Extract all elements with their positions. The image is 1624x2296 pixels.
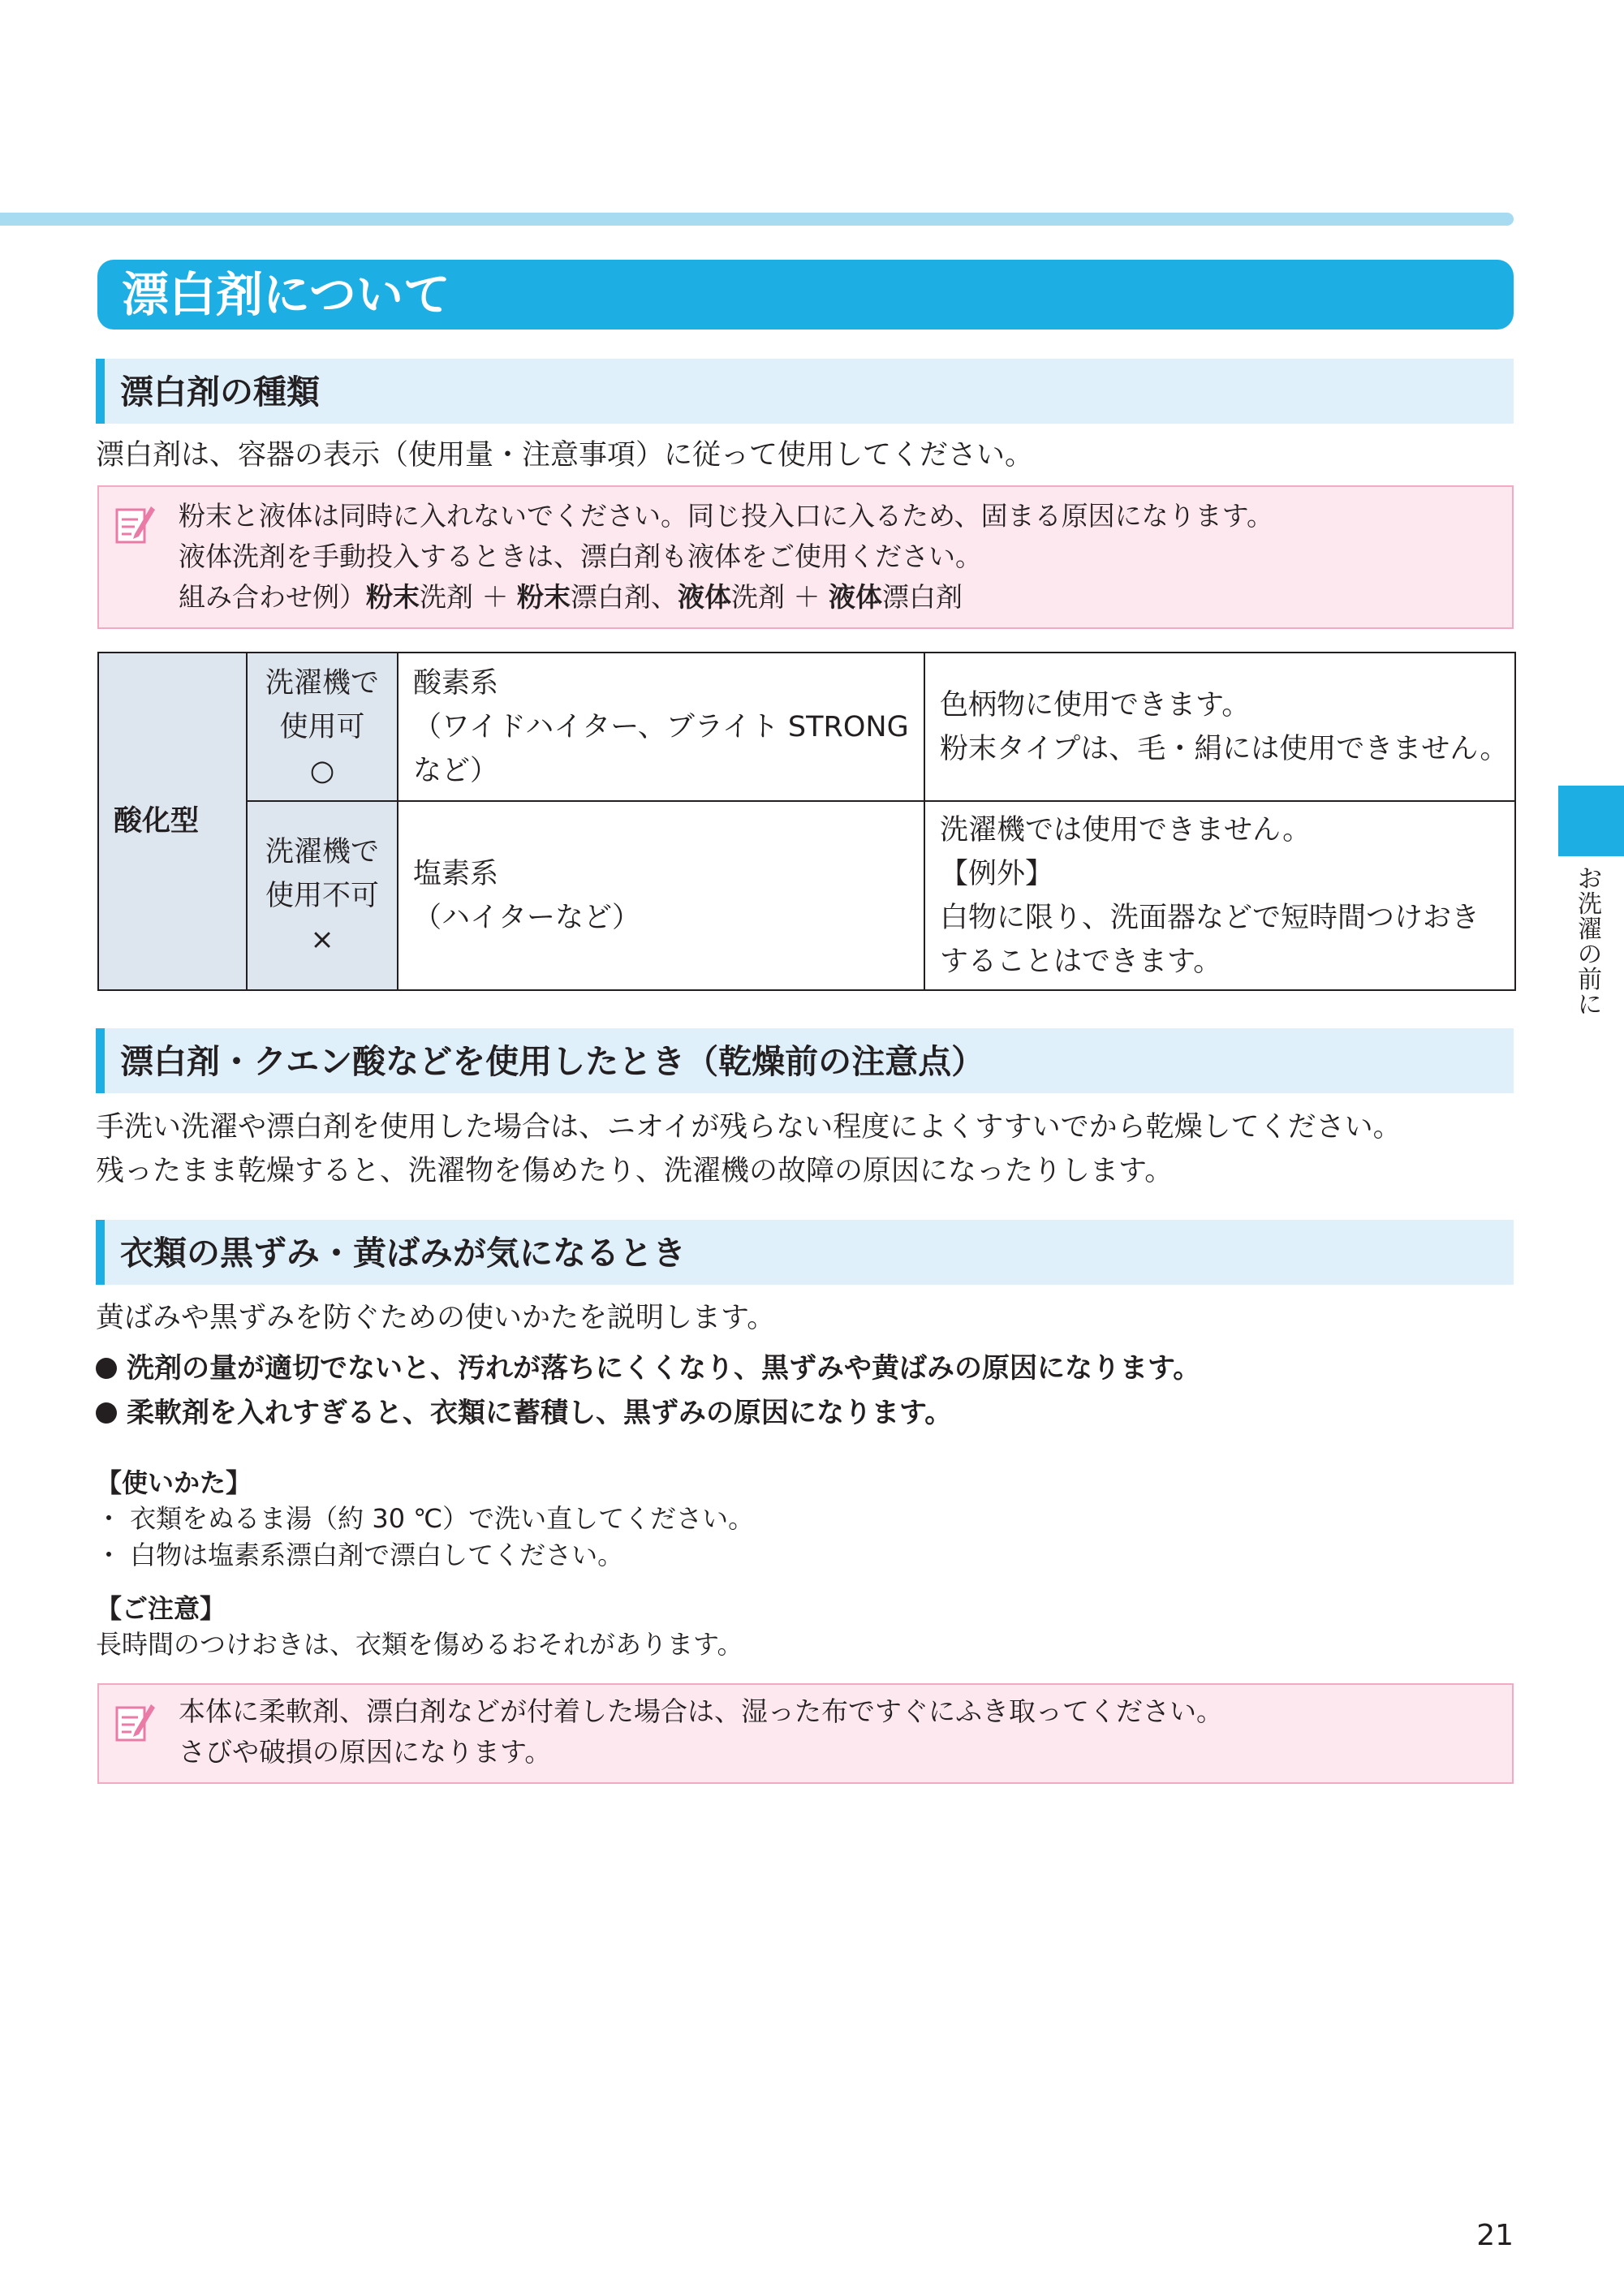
bullet-text: 柔軟剤を入れすぎると、衣類に蓄積し、黒ずみの原因になります。 (127, 1397, 953, 1429)
bullet-dot (96, 1358, 117, 1379)
types-intro: 漂白剤は、容器の表示（使用量・注意事項）に従って使用してください。 (96, 439, 1034, 472)
combo-bold-3: 液体 (677, 581, 731, 613)
usable-cell (247, 801, 398, 990)
bleach-table (97, 652, 1516, 991)
note-line-1: 粉末と液体は同時に入れないでください。同じ投入口に入るため、固まる原因になります。 (179, 500, 1274, 532)
bleach-name-cell (398, 653, 924, 801)
combo-bold-2: 粉末 (516, 581, 571, 613)
combo-bold-4: 液体 (828, 581, 882, 613)
usage-heading: 【使いかた】 (96, 1467, 252, 1498)
side-tab-marker (1558, 786, 1624, 856)
usable-line: 洗濯機で (265, 835, 379, 868)
side-tab-char: お (1578, 865, 1602, 894)
page-number: 21 (1476, 2219, 1514, 2252)
bullet-item (96, 1349, 1200, 1388)
page-title: 漂白剤について (122, 267, 450, 322)
note-line-2: さびや破損の原因になります。 (179, 1736, 552, 1768)
usable-line: 使用可 (279, 710, 365, 743)
section-heading-types: 漂白剤の種類 (120, 373, 320, 411)
combo-bold-1: 粉末 (366, 581, 420, 613)
bleach-note-cell (924, 653, 1515, 801)
bleach-name-line: （ワイドハイター、ブライト STRONG (413, 710, 909, 743)
bullet-dot (96, 1402, 117, 1424)
bleach-note-line: することはできます。 (940, 945, 1222, 978)
usable-line: 使用不可 (265, 879, 379, 912)
citric-line-2: 残ったまま乾燥すると、洗濯物を傷めたり、洗濯機の故障の原因になったりします。 (96, 1155, 1174, 1187)
bleach-note-line: 粉末タイプは、毛・絹には使用できません。 (940, 732, 1509, 765)
side-tab-char: 濯 (1578, 915, 1602, 944)
pencil-note-icon (115, 1699, 156, 1743)
usage-item: ・ 衣類をぬるま湯（約 30 ℃）で洗い直してください。 (96, 1503, 755, 1534)
side-tab-char: 洗 (1578, 890, 1602, 919)
caution-text: 長時間のつけおきは、衣類を傷めるおそれがあります。 (96, 1629, 743, 1660)
usable-mark: ○ (309, 754, 335, 787)
bleach-note-cell (924, 801, 1515, 990)
bleach-note-line: 色柄物に使用できます。 (940, 688, 1251, 722)
section-heading-dark: 衣類の黒ずみ・黄ばみが気になるとき (120, 1234, 686, 1273)
type-cell: 酸化型 (98, 653, 247, 990)
bullet-item (96, 1394, 952, 1432)
dark-intro: 黄ばみや黒ずみを防ぐための使いかたを説明します。 (96, 1302, 776, 1334)
usable-mark: × (310, 923, 334, 956)
side-tab-char: の (1578, 941, 1602, 969)
combo-text-1: 洗剤 ＋ (420, 581, 517, 613)
combo-prefix: 組み合わせ例） (179, 581, 366, 613)
bleach-note-line: 白物に限り、洗面器などで短時間つけおき (940, 901, 1480, 934)
bleach-note-line: 【例外】 (940, 857, 1054, 890)
usable-line: 洗濯機で (265, 666, 379, 700)
section-heading-citric: 漂白剤・クエン酸などを使用したとき（乾燥前の注意点） (120, 1042, 985, 1081)
bleach-name-line: 酸素系 (413, 666, 499, 700)
bleach-name-line: 塩素系 (413, 857, 499, 890)
side-tab-char: 前 (1578, 966, 1602, 994)
bullet-text: 洗剤の量が適切でないと、汚れが落ちにくくなり、黒ずみや黄ばみの原因になります。 (127, 1352, 1201, 1385)
combo-text-3: 洗剤 ＋ (730, 581, 829, 613)
caution-heading: 【ご注意】 (96, 1593, 226, 1624)
table-row (98, 653, 1515, 801)
bleach-note-line: 洗濯機では使用できません。 (940, 813, 1312, 846)
bleach-name-line: （ハイターなど） (413, 901, 641, 934)
combo-text-4: 漂白剤 (881, 581, 963, 613)
combo-text-2: 漂白剤、 (570, 581, 678, 613)
top-rule (0, 213, 1514, 226)
usable-cell (247, 653, 398, 801)
side-tab-label (1574, 867, 1606, 1018)
note-line-3 (179, 577, 963, 618)
bleach-name-cell (398, 801, 924, 990)
table-row (98, 801, 1515, 990)
side-tab-char: に (1578, 991, 1602, 1019)
citric-line-1: 手洗い洗濯や漂白剤を使用した場合は、ニオイが残らない程度によくすすいでから乾燥してください。 (96, 1111, 1402, 1144)
pencil-note-icon (115, 502, 156, 545)
usage-item: ・ 白物は塩素系漂白剤で漂白してください。 (96, 1540, 624, 1570)
bleach-name-line: など） (413, 754, 499, 787)
note-line-2: 液体洗剤を手動投入するときは、漂白剤も液体をご使用ください。 (179, 541, 982, 572)
note-line-1: 本体に柔軟剤、漂白剤などが付着した場合は、湿った布ですぐにふき取ってください。 (179, 1695, 1223, 1727)
